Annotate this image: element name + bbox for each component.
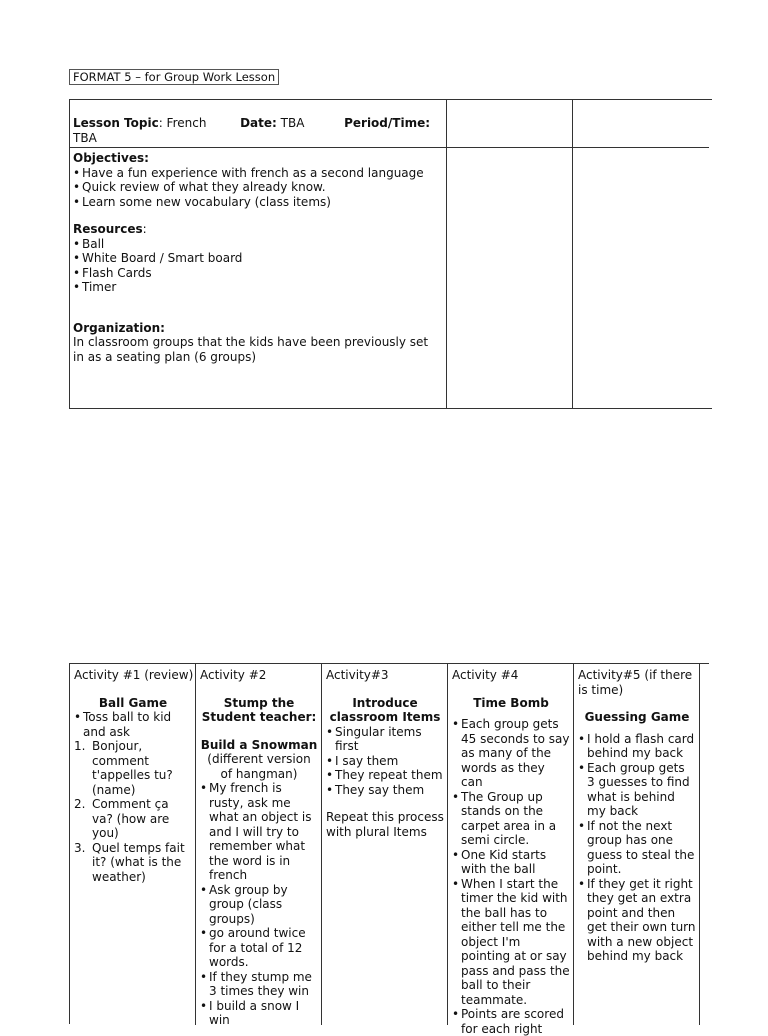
activity-3-cell xyxy=(322,664,448,1025)
activity-header: Activity#3 xyxy=(326,668,389,682)
activities-table xyxy=(69,663,709,1036)
activity-header: Activity #2 xyxy=(200,668,267,682)
list-item: • Points are scored for each right xyxy=(452,1007,570,1036)
list-item: • go around twice for a total of 12 words. xyxy=(200,926,318,970)
activity-5-cell xyxy=(574,664,700,1025)
date-label: Date: xyxy=(240,116,277,130)
topic-value: French xyxy=(166,116,207,130)
list-item: Comment ça va? (how are you) xyxy=(92,797,170,840)
activity-title: Ball Game xyxy=(98,695,168,710)
activity-title: Guessing Game xyxy=(584,710,690,724)
activity-subtitle-note: (different version of hangman) xyxy=(207,752,311,781)
activity-title: classroom Items xyxy=(329,710,441,724)
activity-2-cell xyxy=(196,664,322,1025)
objectives-title: Objectives: xyxy=(73,151,149,165)
format-label: FORMAT 5 – for Group Work Lesson xyxy=(69,69,279,85)
activity-title: Introduce xyxy=(352,695,418,710)
resources-title: Resources xyxy=(73,222,143,236)
organization-title: Organization: xyxy=(73,320,165,335)
list-item: • One Kid starts with the ball xyxy=(452,848,570,877)
organization-text: In classroom groups that the kids have been previously set in as a seating plan (6 groups) xyxy=(73,335,429,364)
topic-label: Lesson Topic xyxy=(73,116,159,130)
lesson-info-table xyxy=(69,99,709,409)
date-value: TBA xyxy=(280,116,305,130)
empty-cell xyxy=(572,99,712,409)
list-item: • White Board / Smart board xyxy=(73,251,441,266)
list-item: • They repeat them xyxy=(326,768,444,783)
activity-4-cell xyxy=(448,664,574,1036)
activity-header: Activity #4 xyxy=(452,668,519,682)
list-item: • Flash Cards xyxy=(73,266,441,281)
list-item: • Ball xyxy=(73,237,441,252)
list-item: • I build a snow I win xyxy=(200,999,318,1028)
list-item: • Learn some new vocabulary (class items) xyxy=(73,195,441,210)
period-value: TBA xyxy=(73,130,97,145)
list-item: • Each group gets 3 guesses to find what is behind my back xyxy=(578,761,696,819)
activity-title: Stump the xyxy=(223,695,295,710)
list-item: • If they get it right they get an extra point and then get their own turn with a new object behind my back xyxy=(578,877,696,964)
list-item: • Singular items first xyxy=(326,725,444,754)
activity-1-cell xyxy=(70,664,196,1025)
list-item: Quel temps fait it? (what is the weather) xyxy=(92,840,185,884)
list-item: • The Group up stands on the carpet area in a semi circle. xyxy=(452,790,570,848)
list-item: • My french is rusty, ask me what an object is and I will try to remember what the word is in french xyxy=(200,781,318,883)
activity-header: Activity#5 (if there is time) xyxy=(578,668,693,697)
list-item: • When I start the timer the kid with the ball has to either tell me the object I'm pointing at or say pass and pass the ball to their teammate. xyxy=(452,877,570,1008)
lesson-topic-cell: Lesson Topic: French Date: TBA Period/Time: TBA xyxy=(73,116,445,145)
list-item: • Have a fun experience with french as a second language xyxy=(73,166,441,181)
list-item: • Each group gets 45 seconds to say as many of the words as they can xyxy=(452,717,570,790)
list-item: • Ask group by group (class groups) xyxy=(200,883,318,927)
activity-subtitle: Build a Snowman xyxy=(200,737,318,752)
list-item: • Toss ball to kid and ask xyxy=(74,710,192,739)
list-item: • Timer xyxy=(73,280,441,295)
resources-list xyxy=(73,237,441,295)
empty-cell xyxy=(446,99,573,409)
objectives-cell: Objectives: • Have a fun experience with french as a second language • Quick review of what they already know. • Learn some new vocabulary (class items) Resources: • Ball • White Board / Smart board • Flash Cards • Timer Organization: In classroom groups that the kids have been previously set in as a seating plan (6 groups) xyxy=(73,151,441,364)
activity-title: Student teacher: xyxy=(201,710,317,724)
activity-header: Activity #1 (review) xyxy=(74,668,194,682)
list-item: • I hold a flash card behind my back xyxy=(578,732,696,761)
list-item: Bonjour, comment t'appelles tu? (name) xyxy=(92,739,173,797)
period-label: Period/Time: xyxy=(344,116,431,130)
activity-note: Repeat this process with plural Items xyxy=(326,810,444,839)
list-item: • They say them xyxy=(326,783,444,798)
objectives-list xyxy=(73,166,441,210)
list-item: • Quick review of what they already know. xyxy=(73,180,441,195)
activity-title: Time Bomb xyxy=(473,695,549,710)
list-item: • If not the next group has one guess to steal the point. xyxy=(578,819,696,877)
list-item: • I say them xyxy=(326,754,444,769)
list-item: • If they stump me 3 times they win xyxy=(200,970,318,999)
